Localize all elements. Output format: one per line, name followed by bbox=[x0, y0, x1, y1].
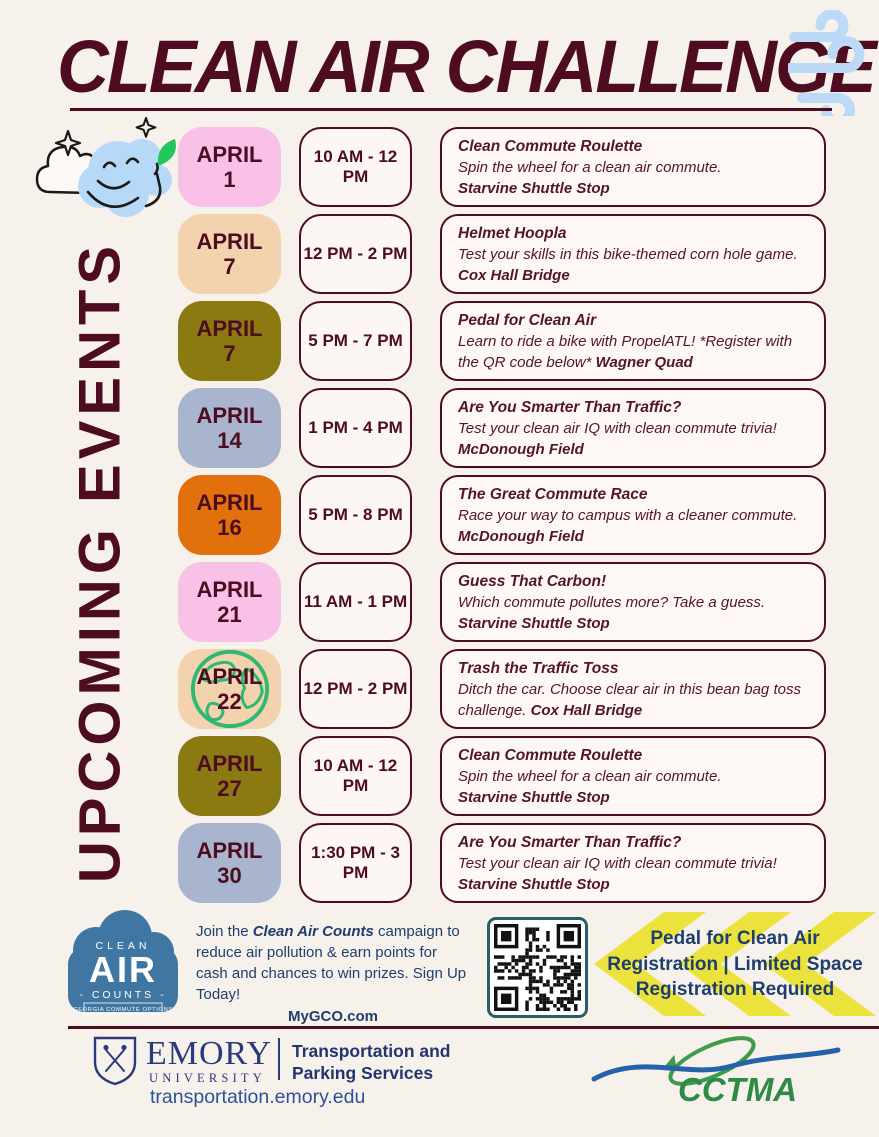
event-details bbox=[458, 679, 808, 721]
event-details bbox=[458, 418, 808, 460]
upcoming-events-label: UPCOMING EVENTS bbox=[67, 240, 133, 884]
event-title: Are You Smarter Than Traffic? bbox=[458, 833, 682, 851]
footer-logo-divider bbox=[278, 1038, 280, 1080]
event-title: Are You Smarter Than Traffic? bbox=[458, 398, 682, 416]
date-badge bbox=[178, 214, 281, 294]
event-row bbox=[178, 475, 826, 555]
event-title: Trash the Traffic Toss bbox=[458, 659, 619, 677]
event-month: APRIL bbox=[196, 316, 263, 341]
event-time: 12 PM - 2 PM bbox=[303, 679, 408, 698]
cac-air-text: AIR bbox=[89, 949, 157, 990]
event-description-text: Test your clean air IQ with clean commute trivia! bbox=[458, 419, 777, 437]
event-description-box bbox=[440, 823, 826, 903]
date-badge bbox=[178, 475, 281, 555]
event-title: The Great Commute Race bbox=[458, 485, 648, 503]
event-title: Clean Commute Roulette bbox=[458, 746, 643, 764]
event-description-box bbox=[440, 301, 826, 381]
event-time: 12 PM - 2 PM bbox=[303, 244, 408, 263]
event-day: 7 bbox=[223, 341, 236, 366]
event-day: 14 bbox=[217, 428, 242, 453]
event-time: 5 PM - 8 PM bbox=[308, 505, 403, 524]
campaign-text bbox=[196, 921, 470, 1027]
clean-air-counts-logo bbox=[62, 906, 184, 1024]
event-time-box bbox=[299, 562, 412, 642]
event-description-box bbox=[440, 214, 826, 294]
event-description-box bbox=[440, 127, 826, 207]
event-day: 16 bbox=[217, 515, 242, 540]
date-badge bbox=[178, 388, 281, 468]
event-time-box bbox=[299, 388, 412, 468]
event-time-box bbox=[299, 214, 412, 294]
event-time-box bbox=[299, 649, 412, 729]
qr-code-modules bbox=[494, 924, 581, 1011]
event-row bbox=[178, 823, 826, 903]
event-time-box bbox=[299, 127, 412, 207]
event-row bbox=[178, 214, 826, 294]
event-details bbox=[458, 505, 808, 547]
event-month: APRIL bbox=[196, 838, 263, 863]
event-description-text: Spin the wheel for a clean air commute. bbox=[458, 158, 722, 176]
registration-line2: Registration | Limited Space bbox=[607, 953, 863, 975]
event-description-text: Race your way to campus with a cleaner commute. bbox=[458, 506, 798, 524]
page-title: CLEAN AIR CHALLENGE bbox=[57, 25, 875, 108]
title-divider bbox=[70, 108, 832, 111]
event-description-box bbox=[440, 475, 826, 555]
event-month: APRIL bbox=[196, 751, 263, 776]
event-location: Starvine Shuttle Stop bbox=[458, 614, 610, 632]
campaign-text-rest: campaign to reduce air pollution & earn points for cash and chances to win prizes. Sign Up Today! bbox=[196, 923, 467, 1003]
event-title: Pedal for Clean Air bbox=[458, 311, 597, 329]
department-line2: Parking Services bbox=[292, 1063, 434, 1083]
event-time: 5 PM - 7 PM bbox=[308, 331, 403, 350]
event-title: Guess That Carbon! bbox=[458, 572, 607, 590]
event-month: APRIL bbox=[196, 229, 263, 254]
department-line1: Transportation and bbox=[292, 1041, 451, 1061]
cac-org-text: GEORGIA COMMUTE OPTIONS bbox=[73, 1007, 173, 1013]
cac-clean-text: CLEAN bbox=[95, 940, 151, 952]
event-location: Cox Hall Bridge bbox=[530, 701, 643, 719]
transportation-url-link[interactable]: transportation.emory.edu bbox=[150, 1086, 366, 1108]
event-time: 10 AM - 12 PM bbox=[313, 147, 398, 186]
event-day: 27 bbox=[217, 776, 242, 801]
event-time-box bbox=[299, 823, 412, 903]
cac-counts-text: - COUNTS - bbox=[79, 989, 167, 1001]
event-description-box bbox=[440, 388, 826, 468]
campaign-text-bold: Clean Air Counts bbox=[252, 923, 374, 940]
event-day: 30 bbox=[217, 863, 242, 888]
event-time: 11 AM - 1 PM bbox=[303, 592, 408, 611]
event-time: 1 PM - 4 PM bbox=[308, 418, 403, 437]
event-details bbox=[458, 592, 808, 634]
event-time: 1:30 PM - 3 PM bbox=[311, 843, 400, 882]
event-time-box bbox=[299, 301, 412, 381]
event-title: Clean Commute Roulette bbox=[458, 137, 643, 155]
event-title: Helmet Hoopla bbox=[458, 224, 567, 242]
event-row bbox=[178, 127, 826, 207]
event-day: 7 bbox=[223, 254, 236, 279]
event-details bbox=[458, 331, 808, 373]
event-row bbox=[178, 301, 826, 381]
event-row bbox=[178, 736, 826, 816]
event-row bbox=[178, 388, 826, 468]
registration-text bbox=[594, 912, 876, 1003]
event-location: Starvine Shuttle Stop bbox=[458, 788, 610, 806]
cloud-mascot-icon bbox=[34, 114, 184, 240]
event-description-box bbox=[440, 649, 826, 729]
event-location: McDonough Field bbox=[458, 440, 584, 458]
cctma-logo bbox=[590, 1033, 842, 1109]
event-description-text: Ditch the car. Choose clear air in this bean bag toss challenge. bbox=[458, 680, 801, 719]
event-month: APRIL bbox=[196, 490, 263, 515]
date-badge bbox=[178, 823, 281, 903]
event-day: 1 bbox=[223, 167, 236, 192]
department-label bbox=[292, 1040, 450, 1084]
event-description-text: Test your clean air IQ with clean commute trivia! bbox=[458, 854, 777, 872]
event-time-box bbox=[299, 475, 412, 555]
date-badge bbox=[178, 649, 281, 729]
event-location: Starvine Shuttle Stop bbox=[458, 875, 610, 893]
event-day: 21 bbox=[217, 602, 242, 627]
event-row bbox=[178, 562, 826, 642]
event-details bbox=[458, 157, 808, 199]
cctma-wordmark: CCTMA bbox=[678, 1071, 798, 1108]
event-location: Starvine Shuttle Stop bbox=[458, 179, 610, 197]
event-description-box bbox=[440, 562, 826, 642]
event-month: APRIL bbox=[196, 577, 263, 602]
event-time-box bbox=[299, 736, 412, 816]
event-description-text: Test your skills in this bike-themed corn hole game. bbox=[458, 245, 798, 263]
event-details bbox=[458, 766, 808, 808]
event-day: 22 bbox=[217, 689, 242, 714]
qr-code bbox=[487, 917, 588, 1018]
date-badge bbox=[178, 736, 281, 816]
event-description-text: Which commute pollutes more? Take a guess. bbox=[458, 593, 766, 611]
events-list bbox=[178, 127, 826, 903]
emory-wordmark: EMORY bbox=[146, 1035, 272, 1072]
campaign-text-prefix: Join the bbox=[196, 923, 253, 940]
date-badge bbox=[178, 301, 281, 381]
registration-line3: Registration Required bbox=[635, 979, 835, 1000]
event-location: McDonough Field bbox=[458, 527, 584, 545]
event-month: APRIL bbox=[196, 142, 263, 167]
event-details bbox=[458, 853, 808, 895]
date-badge bbox=[178, 127, 281, 207]
event-description-text: Spin the wheel for a clean air commute. bbox=[458, 767, 722, 785]
event-month: APRIL bbox=[196, 403, 263, 428]
event-details bbox=[458, 244, 808, 286]
mygco-link[interactable]: MyGCO.com bbox=[287, 1008, 378, 1025]
event-description-text: Learn to ride a bike with PropelATL! *Register with the QR code below* bbox=[458, 332, 793, 371]
emory-university-label: UNIVERSITY bbox=[149, 1071, 266, 1085]
date-badge bbox=[178, 562, 281, 642]
event-location: Cox Hall Bridge bbox=[458, 266, 570, 284]
emory-shield-icon bbox=[93, 1036, 137, 1086]
event-location: Wagner Quad bbox=[595, 353, 693, 371]
event-month: APRIL bbox=[196, 664, 263, 689]
event-time: 10 AM - 12 PM bbox=[313, 756, 398, 795]
registration-line1: Pedal for Clean Air bbox=[650, 928, 820, 949]
event-row bbox=[178, 649, 826, 729]
footer-divider bbox=[68, 1026, 879, 1029]
wind-icon bbox=[788, 10, 876, 116]
event-description-box bbox=[440, 736, 826, 816]
